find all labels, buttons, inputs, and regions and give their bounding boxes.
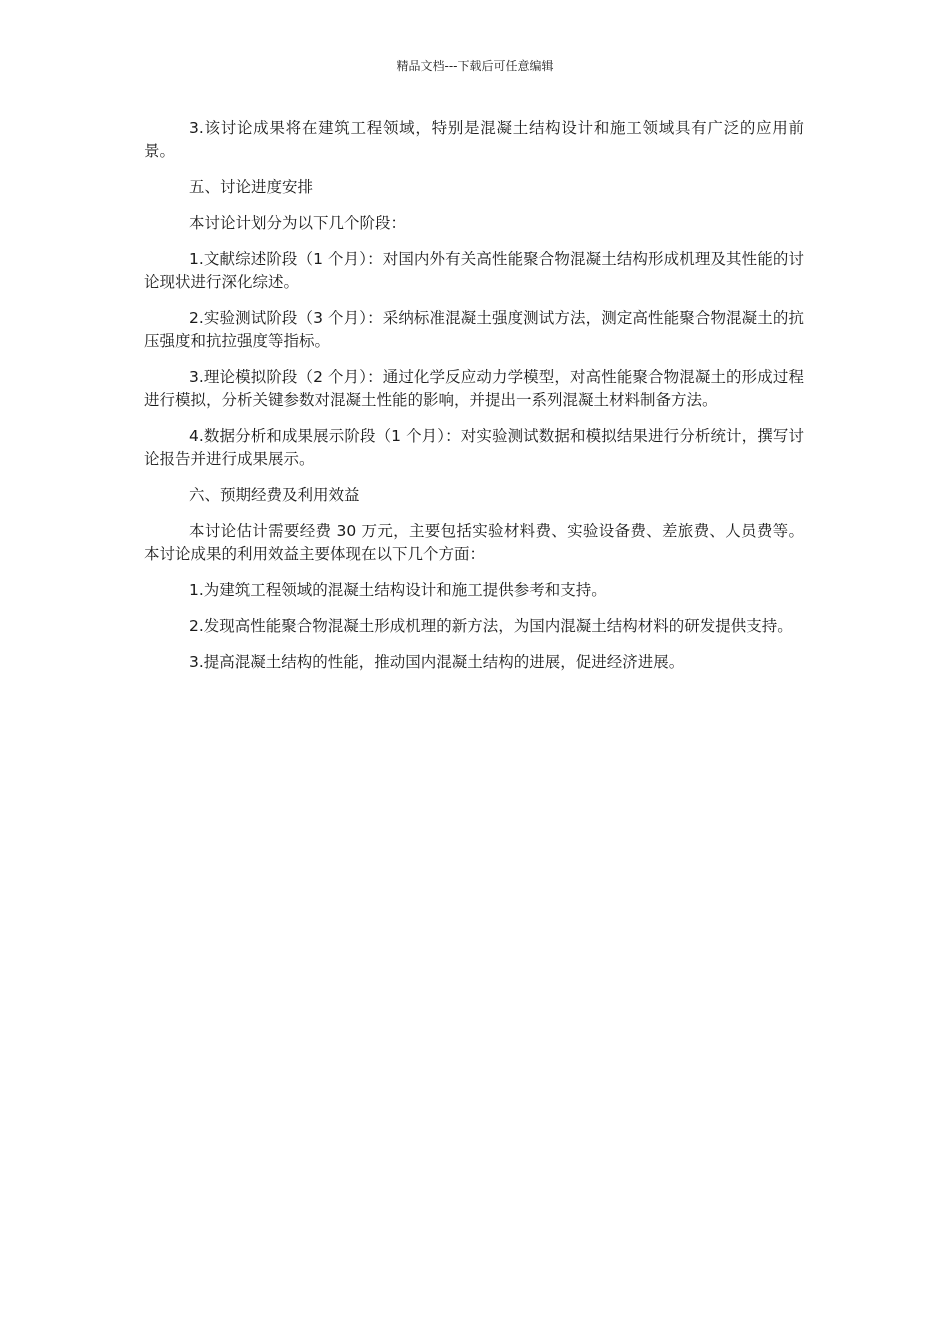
paragraph-stage-analysis: 4.数据分析和成果展示阶段（1 个月）：对实验测试数据和模拟结果进行分析统计，撰写讨论报告并进行成果展示。 (144, 427, 804, 468)
paragraph-budget-intro: 本讨论估计需要经费 30 万元，主要包括实验材料费、实验设备费、差旅费、人员费等。本讨论成果的利用效益主要体现在以下几个方面： (144, 522, 804, 563)
paragraph-benefit-3: 3.提高混凝土结构的性能，推动国内混凝土结构的进展，促进经济进展。 (189, 653, 685, 671)
paragraph-benefit-2: 2.发现高性能聚合物混凝土形成机理的新方法，为国内混凝土结构材料的研发提供支持。 (189, 617, 793, 635)
section-heading-schedule: 五、讨论进度安排 (189, 178, 314, 196)
document-body (144, 117, 804, 687)
section-heading-budget: 六、预期经费及利用效益 (189, 486, 360, 504)
page-header: 精品文档---下载后可任意编辑 (396, 59, 554, 73)
paragraph-benefit-1: 1.为建筑工程领域的混凝土结构设计和施工提供参考和支持。 (189, 581, 607, 599)
paragraph-stage-literature: 1.文献综述阶段（1 个月）：对国内外有关高性能聚合物混凝土结构形成机理及其性能的讨论现状进行深化综述。 (144, 250, 804, 291)
paragraph-schedule-intro: 本讨论计划分为以下几个阶段： (189, 214, 407, 232)
paragraph-outcome-prospect: 3.该讨论成果将在建筑工程领域，特别是混凝土结构设计和施工领域具有广泛的应用前景。 (144, 119, 804, 160)
paragraph-stage-simulation: 3.理论模拟阶段（2 个月）：通过化学反应动力学模型，对高性能聚合物混凝土的形成过程进行模拟，分析关键参数对混凝土性能的影响，并提出一系列混凝土材料制备方法。 (144, 368, 804, 409)
paragraph-stage-experiment: 2.实验测试阶段（3 个月）：采纳标准混凝土强度测试方法，测定高性能聚合物混凝土的抗压强度和抗拉强度等指标。 (144, 309, 804, 350)
